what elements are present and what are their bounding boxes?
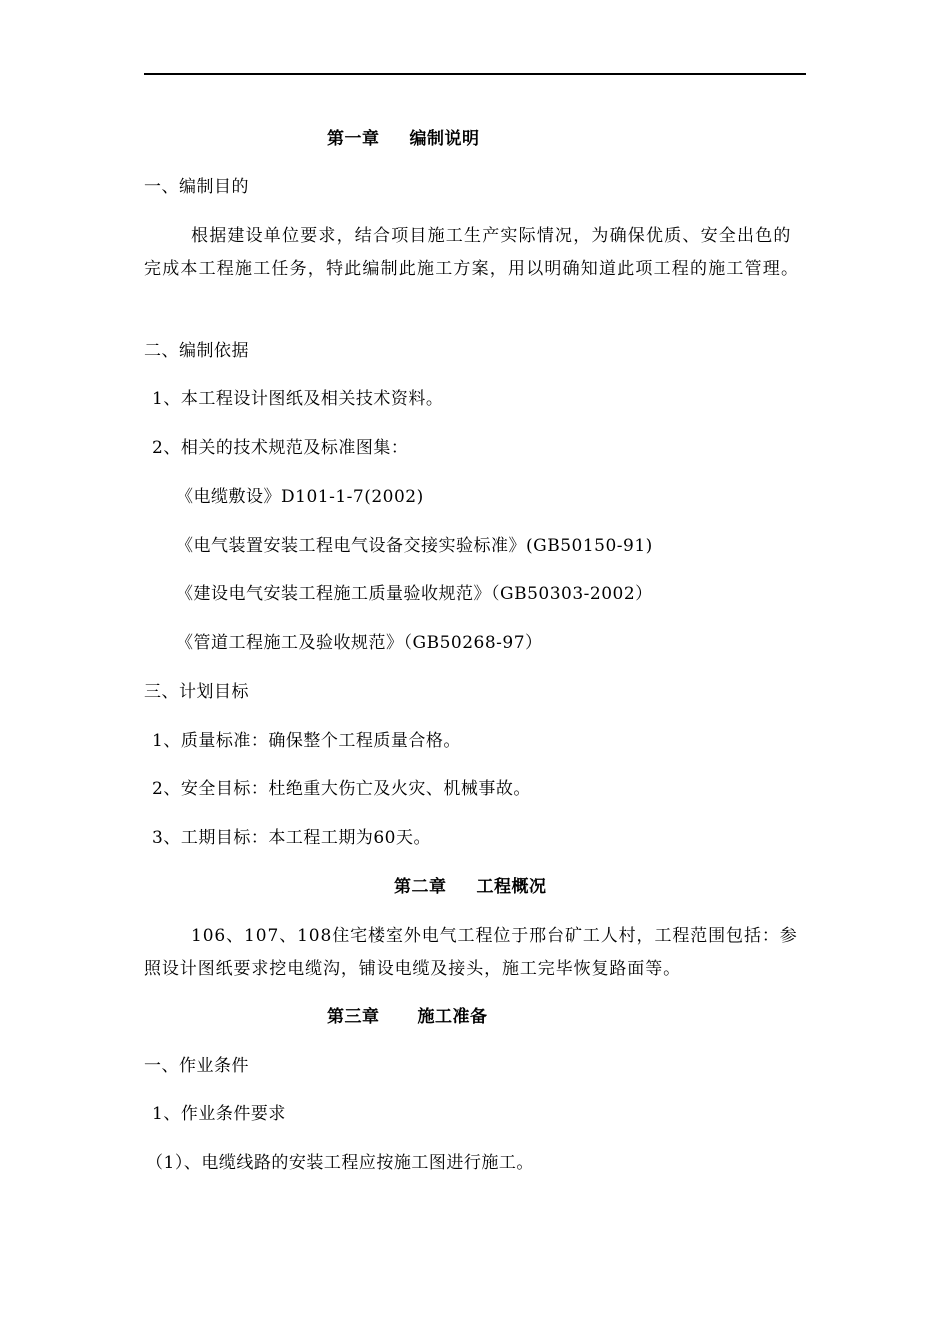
chapter2-title	[394, 876, 547, 898]
section-heading-goals: 三、计划目标	[144, 682, 249, 702]
chapter1-number: 第一章	[327, 129, 380, 149]
standard-item-1: 《电缆敷设》D101-1-7(2002)	[176, 487, 424, 507]
chapter1-title-text: 编制说明	[409, 129, 480, 149]
header-rule	[144, 73, 806, 75]
chapter2-title-text: 工程概况	[476, 877, 547, 897]
overview-paragraph: 106、107、108住宅楼室外电气工程位于邢台矿工人村，工程范围包括：参照设计图纸要求挖电缆沟，铺设电缆及接头，施工完毕恢复路面等。	[144, 926, 798, 979]
chapter3-number: 第三章	[327, 1007, 380, 1027]
chapter3-title-text: 施工准备	[417, 1007, 488, 1027]
basis-item-1: 1、本工程设计图纸及相关技术资料。	[152, 389, 444, 409]
goal-item-2: 2、安全目标：杜绝重大伤亡及火灾、机械事故。	[152, 779, 531, 799]
section-heading-purpose: 一、编制目的	[144, 177, 249, 197]
section-heading-conditions: 一、作业条件	[144, 1056, 249, 1076]
purpose-paragraph: 根据建设单位要求，结合项目施工生产实际情况，为确保优质、安全出色的完成本工程施工任务，特此编制此施工方案，用以明确知道此项工程的施工管理。	[144, 226, 800, 279]
condition-subitem-1: （1）、电缆线路的安装工程应按施工图进行施工。	[146, 1153, 534, 1173]
basis-item-2: 2、相关的技术规范及标准图集：	[152, 438, 409, 458]
section-heading-basis: 二、编制依据	[144, 341, 249, 361]
standard-item-4: 《管道工程施工及验收规范》（GB50268-97）	[176, 633, 543, 653]
chapter3-title	[327, 1006, 488, 1028]
standard-item-3: 《建设电气安装工程施工质量验收规范》（GB50303-2002）	[176, 584, 653, 604]
goal-item-3: 3、工期目标：本工程工期为60天。	[152, 828, 431, 848]
chapter1-title	[327, 128, 480, 150]
goal-item-1: 1、质量标准：确保整个工程质量合格。	[152, 731, 461, 751]
chapter2-number: 第二章	[394, 877, 447, 897]
condition-item-1: 1、作业条件要求	[152, 1104, 286, 1124]
standard-item-2: 《电气装置安装工程电气设备交接实验标准》(GB50150-91)	[176, 536, 653, 556]
